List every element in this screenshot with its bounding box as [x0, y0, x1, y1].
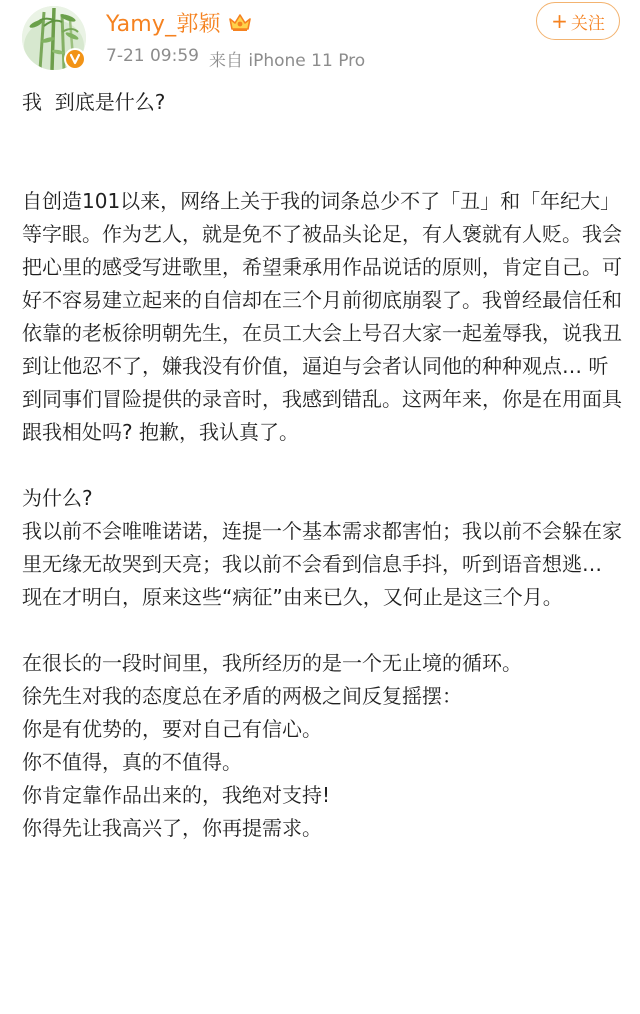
paragraph-3-line-6: 你得先让我高兴了，你再提需求。: [22, 816, 322, 840]
paragraph-2: 我以前不会唯唯诺诺，连提一个基本需求都害怕；我以前不会躲在家里无缘无故哭到天亮；我以前不会看到信息手抖，听到语音想逃… 现在才明白，原来这些“病征”由来已久，又何止是这三个月。: [22, 519, 622, 609]
verified-v-icon: [66, 50, 84, 68]
follow-button[interactable]: [536, 2, 620, 40]
vip-crown-icon[interactable]: [227, 11, 253, 33]
post-title: 我 到底是什么?: [22, 90, 166, 114]
paragraph-3-line-2: 徐先生对我的态度总在矛盾的两极之间反复摇摆：: [22, 684, 462, 708]
paragraph-1: 自创造101以来，网络上关于我的词条总少不了「丑」和「年纪大」等字眼。作为艺人，就是免不了被品头论足，有人褒就有人贬。我会把心里的感受写进歌里，希望秉承用作品说话的原则，肯定自己。可好不容易建立起来的自信却在三个月前彻底崩裂了。我曾经最信任和依靠的老板徐明朝先生，在员工大会上号召大家一起羞辱我，说我丑到让他忍不了，嫌我没有价值，逼迫与会者认同他的种种观点… 听到同事们冒险提供的录音时，我感到错乱。这两年来，你是在用面具跟我相处吗? 抱歉，我认真了。: [22, 189, 622, 444]
paragraph-2-heading: 为什么?: [22, 486, 93, 510]
follow-label: 关注: [570, 13, 605, 34]
paragraph-3-line-4: 你不值得，真的不值得。: [22, 750, 242, 774]
username-row: [106, 6, 253, 38]
paragraph-3-line-3: 你是有优势的，要对自己有信心。: [22, 717, 322, 741]
verified-badge: [64, 48, 86, 70]
post-header: [0, 0, 640, 80]
post-meta: [106, 46, 365, 71]
post-timestamp: 7-21 09:59: [106, 46, 199, 66]
plus-icon: +: [551, 9, 568, 33]
username[interactable]: Yamy_郭颖: [106, 11, 221, 37]
post-source: 来自 iPhone 11 Pro: [208, 51, 366, 71]
paragraph-3-line-1: 在很长的一段时间里，我所经历的是一个无止境的循环。: [22, 651, 522, 675]
paragraph-3-line-5: 你肯定靠作品出来的，我绝对支持!: [22, 783, 331, 807]
spacer: [22, 449, 626, 482]
spacer: [22, 614, 626, 647]
post-body: [22, 86, 626, 845]
spacer: [22, 119, 626, 185]
